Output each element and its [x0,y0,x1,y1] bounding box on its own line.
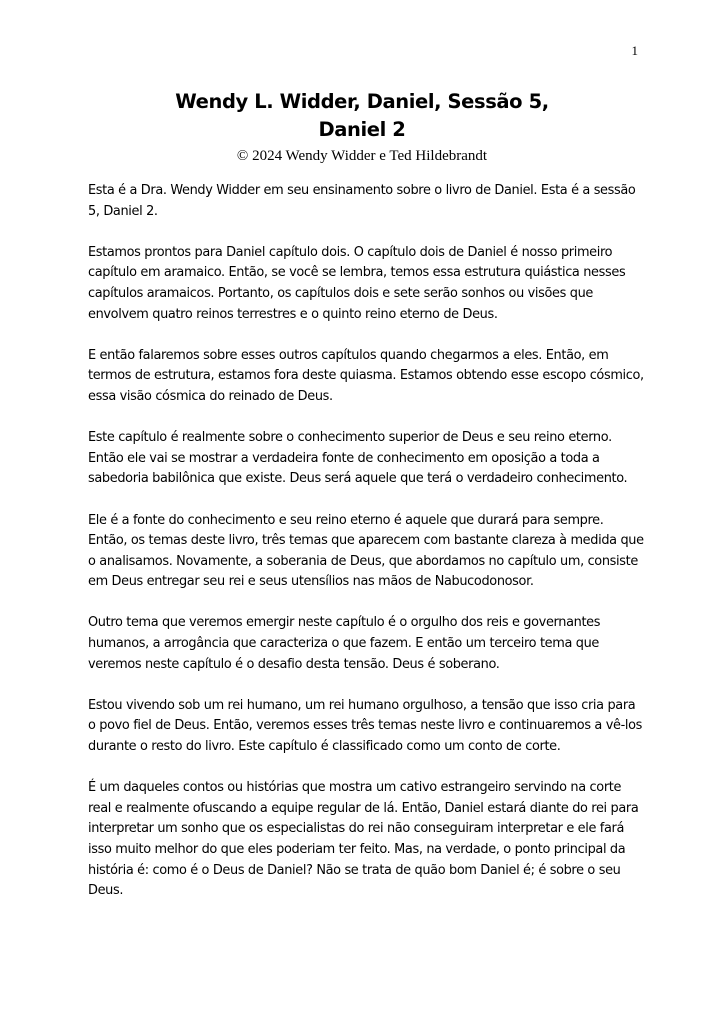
paragraph-2: Estamos prontos para Daniel capítulo dois. O capítulo dois de Daniel é nosso primeiro capítulo em aramaico. Então, se você se lembra, temos essa estrutura quiástica nesses capítulos aramaicos. Portanto, os capítulos dois e sete serão sonhos ou visões que envolvem quatro reinos terrestres e o quinto reino eterno de Deus. [88,244,626,322]
document-title-line-1: Wendy L. Widder, Daniel, Sessão 5, [175,90,549,113]
paragraph-8: É um daqueles contos ou histórias que mostra um cativo estrangeiro servindo na corte real e realmente ofuscando a equipe regular de lá. Então, Daniel estará diante do rei para interpretar um sonho que os especialistas do rei não conseguiram interpretar e ele fará isso muito melhor do que eles poderiam ter feito. Mas, na verdade, o ponto principal da história é: como é o Deus de Daniel? Não se trata de quão bom Daniel é; é sobre o seu Deus. [88,780,639,899]
paragraph-7: Estou vivendo sob um rei humano, um rei humano orgulhoso, a tensão que isso cria para o povo fiel de Deus. Então, veremos esses três temas neste livro e continuaremos a vê-los durante o resto do livro. Este capítulo é classificado como um conto de corte. [88,697,643,755]
paragraph-5: Ele é a fonte do conhecimento e seu reino eterno é aquele que durará para sempre. Então, os temas deste livro, três temas que aparecem com bastante clareza à medida que o analisamos. Novamente, a soberania de Deus, que abordamos no capítulo um, consiste em Deus entregar seu rei e seus utensílios nas mãos de Nabucodonosor. [88,512,644,590]
paragraph-4: Este capítulo é realmente sobre o conhecimento superior de Deus e seu reino eterno. Então ele vai se mostrar a verdadeira fonte de conhecimento em oposição a toda a sabedoria babilônica que existe. Deus será aquele que terá o verdadeiro conhecimento. [88,430,628,487]
paragraph-6: Outro tema que veremos emergir neste capítulo é o orgulho dos reis e governantes humanos, a arrogância que caracteriza o que fazem. E então um terceiro tema que veremos neste capítulo é o desafio desta tensão. Deus é soberano. [88,615,601,672]
paragraph-1: Esta é a Dra. Wendy Widder em seu ensinamento sobre o livro de Daniel. Esta é a sessão 5, Daniel 2. [88,183,636,219]
copyright-notice: © 2024 Wendy Widder e Ted Hildebrandt [236,148,488,164]
document-body [88,181,644,922]
page-number: 1 [631,43,638,58]
document-title-line-2: Daniel 2 [318,118,406,141]
title-block [88,88,636,166]
paragraph-3: E então falaremos sobre esses outros capítulos quando chegarmos a eles. Então, em termos de estrutura, estamos fora deste quiasma. Estamos obtendo esse escopo cósmico, essa visão cósmica do reinado de Deus. [88,347,644,404]
